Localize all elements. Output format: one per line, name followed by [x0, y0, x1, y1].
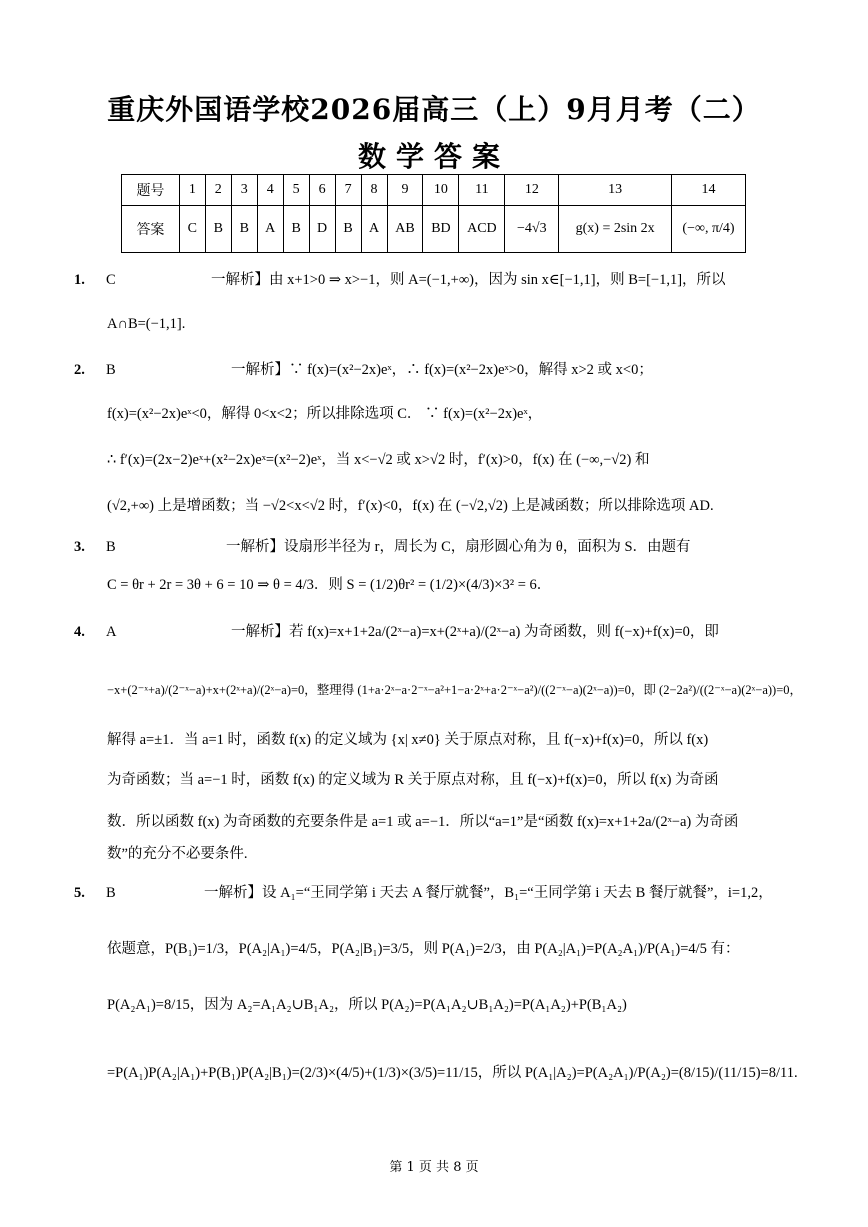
- table-cell: A: [361, 206, 387, 253]
- solution-line: 一解析】若 f(x)=x+1+2a/(2ˣ−a)=x+(2ˣ+a)/(2ˣ−a) 为奇函数，则 f(−x)+f(x)=0，即: [231, 624, 719, 640]
- table-cell: D: [309, 206, 335, 253]
- page-footer: 第 1 页 共 8 页: [389, 1160, 479, 1175]
- solution-line: f(x)=(x²−2x)eˣ<0，解得 0<x<2；所以排除选项 C． ∵ f(x)=(x²−2x)eˣ，: [107, 406, 543, 422]
- question-number: 2.: [74, 362, 85, 378]
- question-number: 1.: [74, 272, 85, 288]
- solution-line: 一解析】设 A₁=“王同学第 i 天去 A 餐厅就餐”，B₁=“王同学第 i 天去 B 餐厅就餐”，i=1,2，: [204, 885, 773, 901]
- question-number-row: [122, 175, 746, 206]
- table-cell: 4: [257, 175, 283, 206]
- table-cell: 答案: [122, 206, 180, 253]
- table-cell: 10: [423, 175, 459, 206]
- solution-line: 一解析】设扇形半径为 r，周长为 C，扇形圆心角为 θ，面积为 S．由题有: [226, 539, 691, 555]
- table-cell: BD: [423, 206, 459, 253]
- table-cell: g(x) = 2sin 2x: [559, 206, 672, 253]
- table-cell: B: [231, 206, 257, 253]
- table-cell: 14: [672, 175, 746, 206]
- question-choice: B: [106, 539, 116, 555]
- solution-line: ∴ f′(x)=(2x−2)eˣ+(x²−2x)eˣ=(x²−2)eˣ，当 x<−√2 或 x>√2 时，f′(x)>0，f(x) 在 (−∞,−√2) 和: [107, 452, 650, 468]
- question-number: 4.: [74, 624, 85, 640]
- table-cell: 6: [309, 175, 335, 206]
- table-cell: 11: [459, 175, 505, 206]
- table-cell: C: [179, 206, 205, 253]
- document-title: 重庆外国语学校2026届高三（上）9月月考（二）: [107, 93, 761, 126]
- table-cell: 题号: [122, 175, 180, 206]
- table-cell: ACD: [459, 206, 505, 253]
- solution-line: 一解析】∵ f(x)=(x²−2x)eˣ，∴ f(x)=(x²−2x)eˣ>0，解得 x>2 或 x<0；: [231, 362, 653, 378]
- table-cell: B: [335, 206, 361, 253]
- solution-line: (√2,+∞) 上是增函数；当 −√2<x<√2 时，f′(x)<0，f(x) 在 (−√2,√2) 上是减函数；所以排除选项 AD.: [107, 498, 714, 514]
- table-cell: AB: [387, 206, 423, 253]
- table-cell: B: [205, 206, 231, 253]
- table-cell: 12: [505, 175, 559, 206]
- table-cell: −4√3: [505, 206, 559, 253]
- table-cell: B: [283, 206, 309, 253]
- table-cell: 8: [361, 175, 387, 206]
- question-choice: B: [106, 885, 116, 901]
- document-subtitle: 数学答案: [357, 140, 510, 173]
- answer-row: [122, 206, 746, 253]
- table-cell: 3: [231, 175, 257, 206]
- question-number: 3.: [74, 539, 85, 555]
- solution-line: 数”的充分不必要条件.: [107, 846, 248, 862]
- answer-table: [121, 174, 746, 253]
- table-cell: 7: [335, 175, 361, 206]
- question-choice: B: [106, 362, 116, 378]
- question-choice: A: [106, 624, 117, 640]
- table-cell: 5: [283, 175, 309, 206]
- solution-line: P(A₂A₁)=8/15，因为 A₂=A₁A₂∪B₁A₂，所以 P(A₂)=P(A₁A₂∪B₁A₂)=P(A₁A₂)+P(B₁A₂): [107, 997, 627, 1013]
- solution-line: =P(A₁)P(A₂|A₁)+P(B₁)P(A₂|B₁)=(2/3)×(4/5)+(1/3)×(3/5)=11/15，所以 P(A₁|A₂)=P(A₂A₁)/P(A₂)=(8/15)/(11/15)=8/11.: [107, 1065, 798, 1081]
- question-choice: C: [106, 272, 116, 288]
- table-cell: 9: [387, 175, 423, 206]
- solution-line: 解得 a=±1．当 a=1 时，函数 f(x) 的定义域为 {x| x≠0} 关于原点对称，且 f(−x)+f(x)=0，所以 f(x): [107, 732, 709, 748]
- table-cell: 2: [205, 175, 231, 206]
- solution-line: 一解析】由 x+1>0 ⇒ x>−1，则 A=(−1,+∞)，因为 sin x∈[−1,1]，则 B=[−1,1]，所以: [211, 272, 726, 288]
- solution-line: C = θr + 2r = 3θ + 6 = 10 ⇒ θ = 4/3．则 S = (1/2)θr² = (1/2)×(4/3)×3² = 6．: [107, 577, 552, 593]
- solution-line: 为奇函数；当 a=−1 时，函数 f(x) 的定义域为 R 关于原点对称，且 f(−x)+f(x)=0，所以 f(x) 为奇函: [107, 772, 719, 788]
- solution-line: −x+(2⁻ˣ+a)/(2⁻ˣ−a)+x+(2ˣ+a)/(2ˣ−a)=0，整理得 (1+a·2ˣ−a·2⁻ˣ−a²+1−a·2ˣ+a·2⁻ˣ−a²)/((2⁻ˣ−a)(2ˣ−a))=0，即 (2−2a²)/((2⁻ˣ−a)(2ˣ−a))=0，: [107, 683, 802, 697]
- table-cell: 1: [179, 175, 205, 206]
- solution-line: 依题意，P(B₁)=1/3，P(A₂|A₁)=4/5，P(A₂|B₁)=3/5，则 P(A₁)=2/3，由 P(A₂|A₁)=P(A₂A₁)/P(A₁)=4/5 有：: [107, 941, 740, 957]
- table-cell: (−∞, π/4): [672, 206, 746, 253]
- table-cell: A: [257, 206, 283, 253]
- solution-line: 数．所以函数 f(x) 为奇函数的充要条件是 a=1 或 a=−1．所以“a=1”是“函数 f(x)=x+1+2a/(2ˣ−a) 为奇函: [107, 814, 739, 830]
- question-number: 5.: [74, 885, 85, 901]
- table-cell: 13: [559, 175, 672, 206]
- solution-line: A∩B=(−1,1].: [107, 316, 186, 332]
